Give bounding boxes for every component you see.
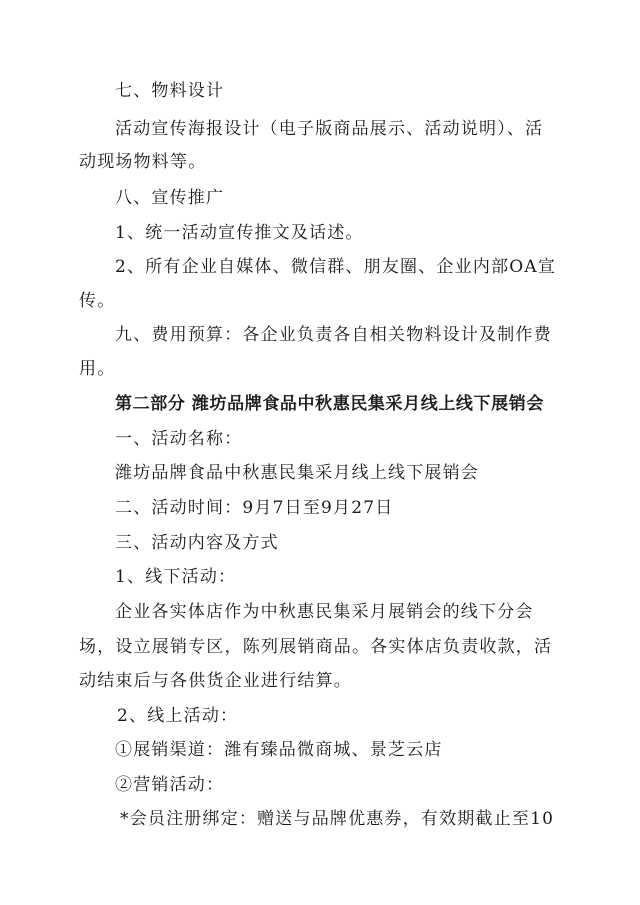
paragraph-line: 动结束后与各供货企业进行结算。: [79, 671, 352, 691]
subheading-online: 2、线上活动：: [117, 706, 239, 726]
paragraph-line: 传。: [79, 291, 116, 311]
paragraph-line: *会员注册绑定：赠送与品牌优惠券，有效期截止至10: [120, 809, 555, 829]
paragraph-line: 1、统一活动宣传推文及话述。: [115, 223, 364, 243]
section-heading-budget: 九、费用预算：各企业负责各自相关物料设计及制作费: [115, 325, 552, 345]
paragraph-line: 动现场物料等。: [79, 152, 207, 172]
part-two-title: 第二部分 潍坊品牌食品中秋惠民集采月线上线下展销会: [115, 394, 544, 414]
paragraph-line: 用。: [79, 359, 116, 379]
paragraph-line: 企业各实体店作为中秋惠民集采月展销会的线下分会: [115, 602, 534, 622]
section-heading-activity-name: 一、活动名称：: [115, 429, 243, 449]
paragraph-line: 2、所有企业自媒体、微信群、朋友圈、企业内部OA宣: [115, 257, 557, 277]
section-heading-activity-time: 二、活动时间：9月7日至9月27日: [115, 498, 394, 518]
paragraph-line: 潍坊品牌食品中秋惠民集采月线上线下展销会: [115, 463, 479, 483]
paragraph-line: 场，设立展销专区，陈列展销商品。各实体店负责收款，活: [79, 637, 553, 657]
section-heading-material-design: 七、物料设计: [115, 81, 225, 101]
paragraph-line: ①展销渠道：潍有臻品微商城、景芝云店: [115, 740, 443, 760]
section-heading-activity-content: 三、活动内容及方式: [115, 533, 279, 553]
subheading-offline: 1、线下活动：: [115, 567, 237, 587]
section-heading-promotion: 八、宣传推广: [115, 188, 225, 208]
paragraph-line: ②营销活动：: [115, 775, 225, 795]
paragraph-line: 活动宣传海报设计（电子版商品展示、活动说明）、活: [115, 119, 544, 139]
